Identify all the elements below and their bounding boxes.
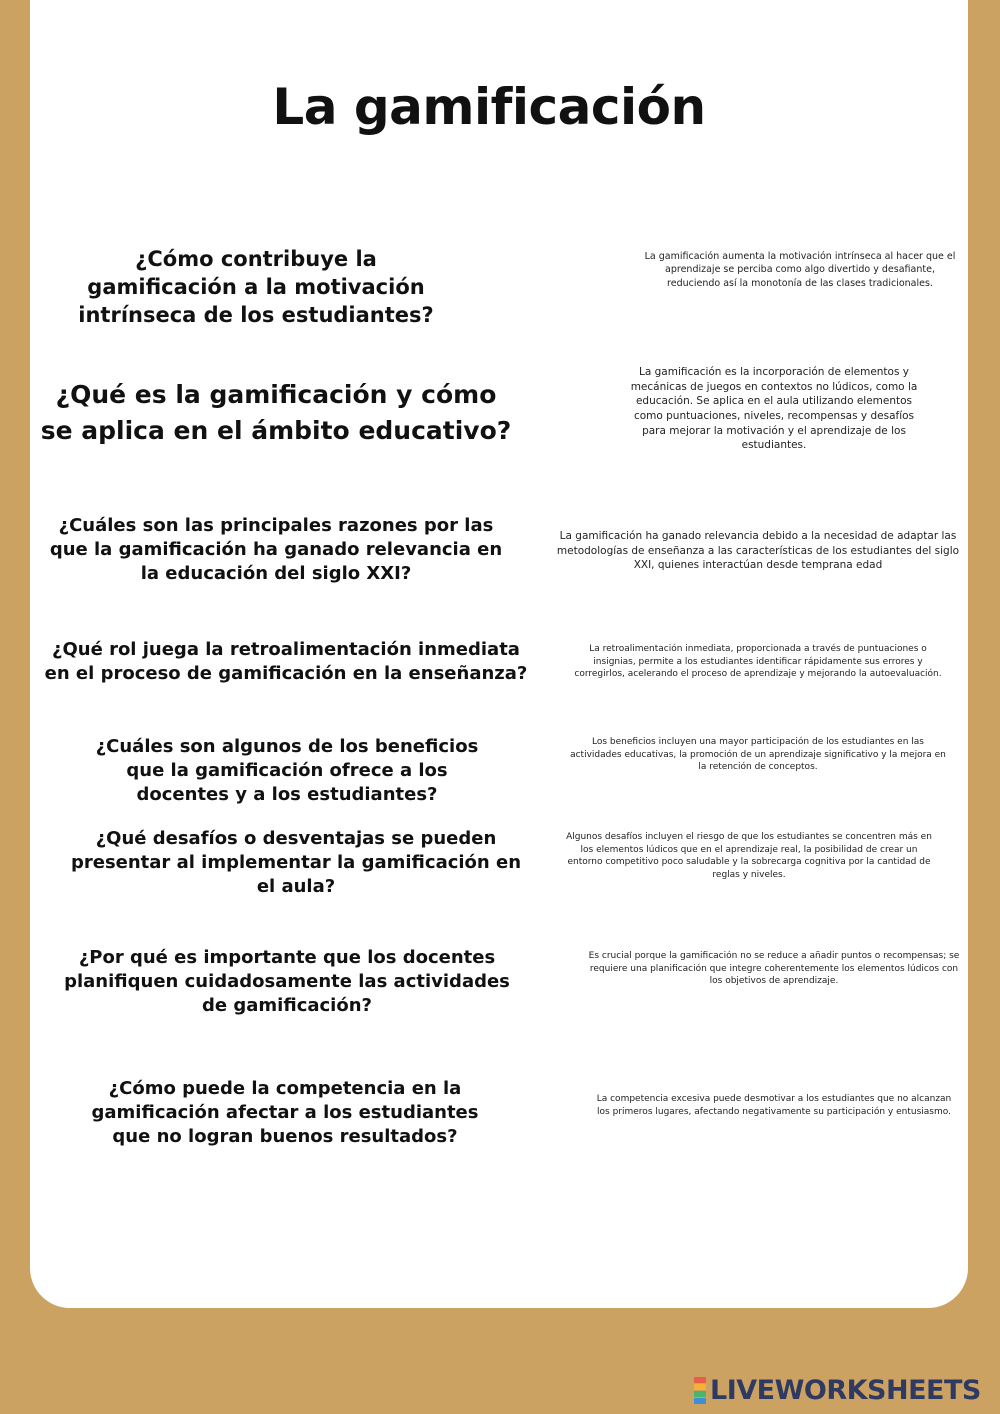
- page-title: La gamificación: [272, 78, 706, 136]
- question-4: ¿Qué rol juega la retroalimentación inmediata en el proceso de gamificación en la enseñanza?: [44, 639, 528, 684]
- question-5: ¿Cuáles son algunos de los beneficios que la gamificación ofrece a los docentes y a los estudiantes?: [95, 736, 479, 805]
- answer-2: La gamificación es la incorporación de elementos y mecánicas de juegos en contextos no lúdicos, como la educación. Se aplica en el aula utilizando elementos como puntuaciones, niveles, recompensas y desafíos para mejorar la motivación y el aprendizaje de los estudiantes.: [630, 366, 918, 452]
- question-7: ¿Por qué es importante que los docentes planifiquen cuidadosamente las actividades de gamificación?: [64, 947, 510, 1016]
- answer-1: La gamificación aumenta la motivación intrínseca al hacer que el aprendizaje se perciba como algo divertido y desafiante, reduciendo así la monotonía de las clases tradicionales.: [644, 251, 956, 289]
- answer-8: La competencia excesiva puede desmotivar a los estudiantes que no alcanzan los primeros lugares, afectando negativamente su participación y entusiasmo.: [596, 1094, 952, 1117]
- answer-4: La retroalimentación inmediata, proporcionada a través de puntuaciones o insignias, permite a los estudiantes identificar rápidamente sus errores y corregirlos, acelerando el proceso de aprendizaje y mejorando la autoevaluación.: [574, 644, 942, 680]
- question-1: ¿Cómo contribuye la gamificación a la motivación intrínseca de los estudiantes?: [78, 247, 434, 327]
- liveworksheets-logo: [694, 1376, 981, 1404]
- brand-name: LIVEWORKSHEETS: [710, 1374, 981, 1406]
- answer-6: Algunos desafíos incluyen el riesgo de que los estudiantes se concentren más en los elementos lúdicos que en el aprendizaje real, la posibilidad de crear un entorno competitivo poco saludable y la sobrecarga cognitiva por la cantidad de reglas y niveles.: [566, 832, 932, 880]
- question-6: ¿Qué desafíos o desventajas se pueden presentar al implementar la gamificación en el aula?: [70, 828, 522, 897]
- question-8: ¿Cómo puede la competencia en la gamificación afectar a los estudiantes que no logran buenos resultados?: [91, 1078, 479, 1147]
- answer-5: Los beneficios incluyen una mayor participación de los estudiantes en las actividades educativas, la promoción de un aprendizaje significativo y la mejora en la retención de conceptos.: [570, 737, 946, 773]
- question-3: ¿Cuáles son las principales razones por las que la gamificación ha ganado relevancia en la educación del siglo XXI?: [49, 515, 503, 584]
- answer-7: Es crucial porque la gamificación no se reduce a añadir puntos o recompensas; se requiere una planificación que integre coherentemente los elementos lúdicos con los objetivos de aprendizaje.: [588, 951, 960, 987]
- answer-3: La gamificación ha ganado relevancia debido a la necesidad de adaptar las metodologías de enseñanza a las características de los estudiantes del siglo XXI, quienes interactúan desde temprana edad: [556, 530, 960, 572]
- liveworksheets-icon: [694, 1377, 706, 1404]
- question-2: ¿Qué es la gamificación y cómo se aplica en el ámbito educativo?: [40, 380, 512, 446]
